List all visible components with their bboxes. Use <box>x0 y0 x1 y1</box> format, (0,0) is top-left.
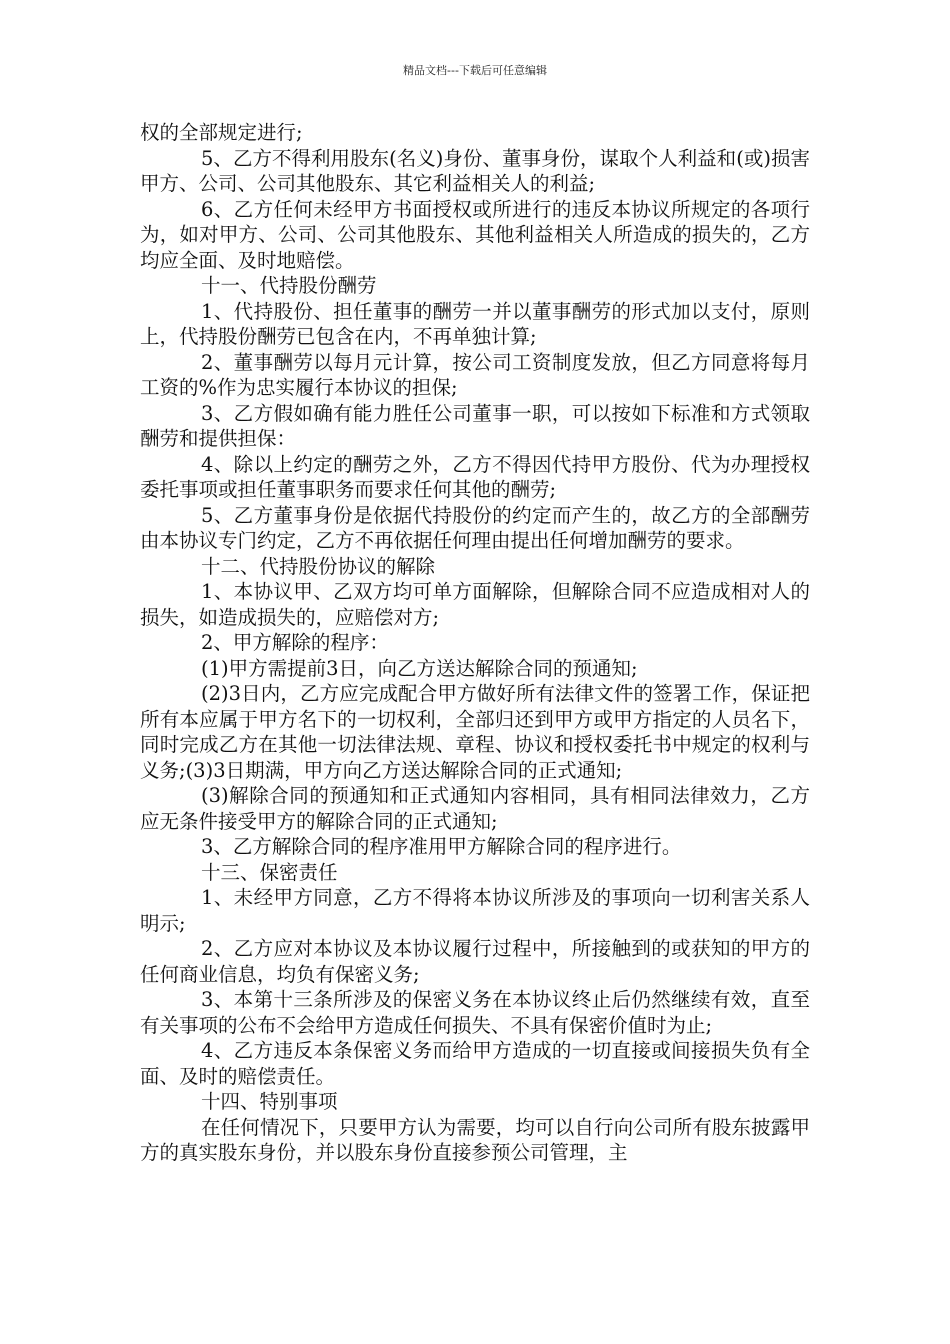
section-heading: 十一、代持股份酬劳 <box>201 274 377 297</box>
section-heading: 十三、保密责任 <box>201 860 338 884</box>
clause-item: 3、乙方解除合同的程序准用甲方解除合同的程序进行。 <box>201 835 682 858</box>
clause-item: 2、乙方应对本协议及本协议履行过程中，所接触到的或获知的甲方的任何商业信息，均负有保密义务; <box>140 937 810 986</box>
document-body <box>140 120 810 1166</box>
clause-item: 4、除以上约定的酬劳之外，乙方不得因代持甲方股份、代为办理授权委托事项或担任董事职务而要求任何其他的酬劳; <box>140 452 810 501</box>
clause-item: 5、乙方董事身份是依据代持股份的约定而产生的，故乙方的全部酬劳由本协议专门约定，乙方不再依据任何理由提出任何增加酬劳的要求。 <box>140 503 810 552</box>
section-heading: 十四、特别事项 <box>201 1090 338 1113</box>
sub-clause-item: (2)3日内，乙方应完成配合甲方做好所有法律文件的签署工作，保证把所有本应属于甲方名下的一切权利，全部归还到甲方或甲方指定的人员名下，同时完成乙方在其他一切法律法规、章程、协议和授权委托书中规定的权利与义务;(3)3日期满，甲方向乙方送达解除合同的正式通知; <box>140 682 810 782</box>
clause-item: 1、本协议甲、乙双方均可单方面解除，但解除合同不应造成相对人的损失，如造成损失的，应赔偿对方; <box>140 580 810 629</box>
clause-item: 1、未经甲方同意，乙方不得将本协议所涉及的事项向一切利害关系人明示; <box>140 886 810 935</box>
clause-item: 在任何情况下，只要甲方认为需要，均可以自行向公司所有股东披露甲方的真实股东身份，并以股东身份直接参预公司管理，主 <box>140 1115 810 1164</box>
clause-item: 2、董事酬劳以每月元计算，按公司工资制度发放，但乙方同意将每月工资的%作为忠实履行本协议的担保; <box>140 350 810 399</box>
clause-item: 3、乙方假如确有能力胜任公司董事一职，可以按如下标准和方式领取酬劳和提供担保： <box>140 401 810 450</box>
clause-item: 6、乙方任何未经甲方书面授权或所进行的违反本协议所规定的各项行为，如对甲方、公司、公司其他股东、其他利益相关人所造成的损失的，乙方均应全面、及时地赔偿。 <box>140 197 810 272</box>
sub-clause-item: (3)解除合同的预通知和正式通知内容相同，具有相同法律效力，乙方应无条件接受甲方的解除合同的正式通知; <box>140 784 810 833</box>
clause-item: 4、乙方违反本条保密义务而给甲方造成的一切直接或间接损失负有全面、及时的赔偿责任。 <box>140 1039 810 1088</box>
clause-item: 1、代持股份、担任董事的酬劳一并以董事酬劳的形式加以支付，原则上，代持股份酬劳已包含在内，不再单独计算; <box>140 299 810 348</box>
paragraph: 权的全部规定进行; <box>140 121 303 144</box>
page-header: 精品文档---下载后可任意编辑 <box>403 64 547 77</box>
section-heading: 十二、代持股份协议的解除 <box>201 554 436 578</box>
sub-clause-item: (1)甲方需提前3日，向乙方送达解除合同的预通知; <box>201 656 638 680</box>
clause-item: 5、乙方不得利用股东(名义)身份、董事身份，谋取个人利益和(或)损害甲方、公司、公司其他股东、其它利益相关人的利益; <box>140 146 810 195</box>
clause-item: 2、甲方解除的程序： <box>201 631 389 654</box>
clause-item: 3、本第十三条所涉及的保密义务在本协议终止后仍然继续有效，直至有关事项的公布不会给甲方造成任何损失、不具有保密价值时为止; <box>140 988 810 1037</box>
